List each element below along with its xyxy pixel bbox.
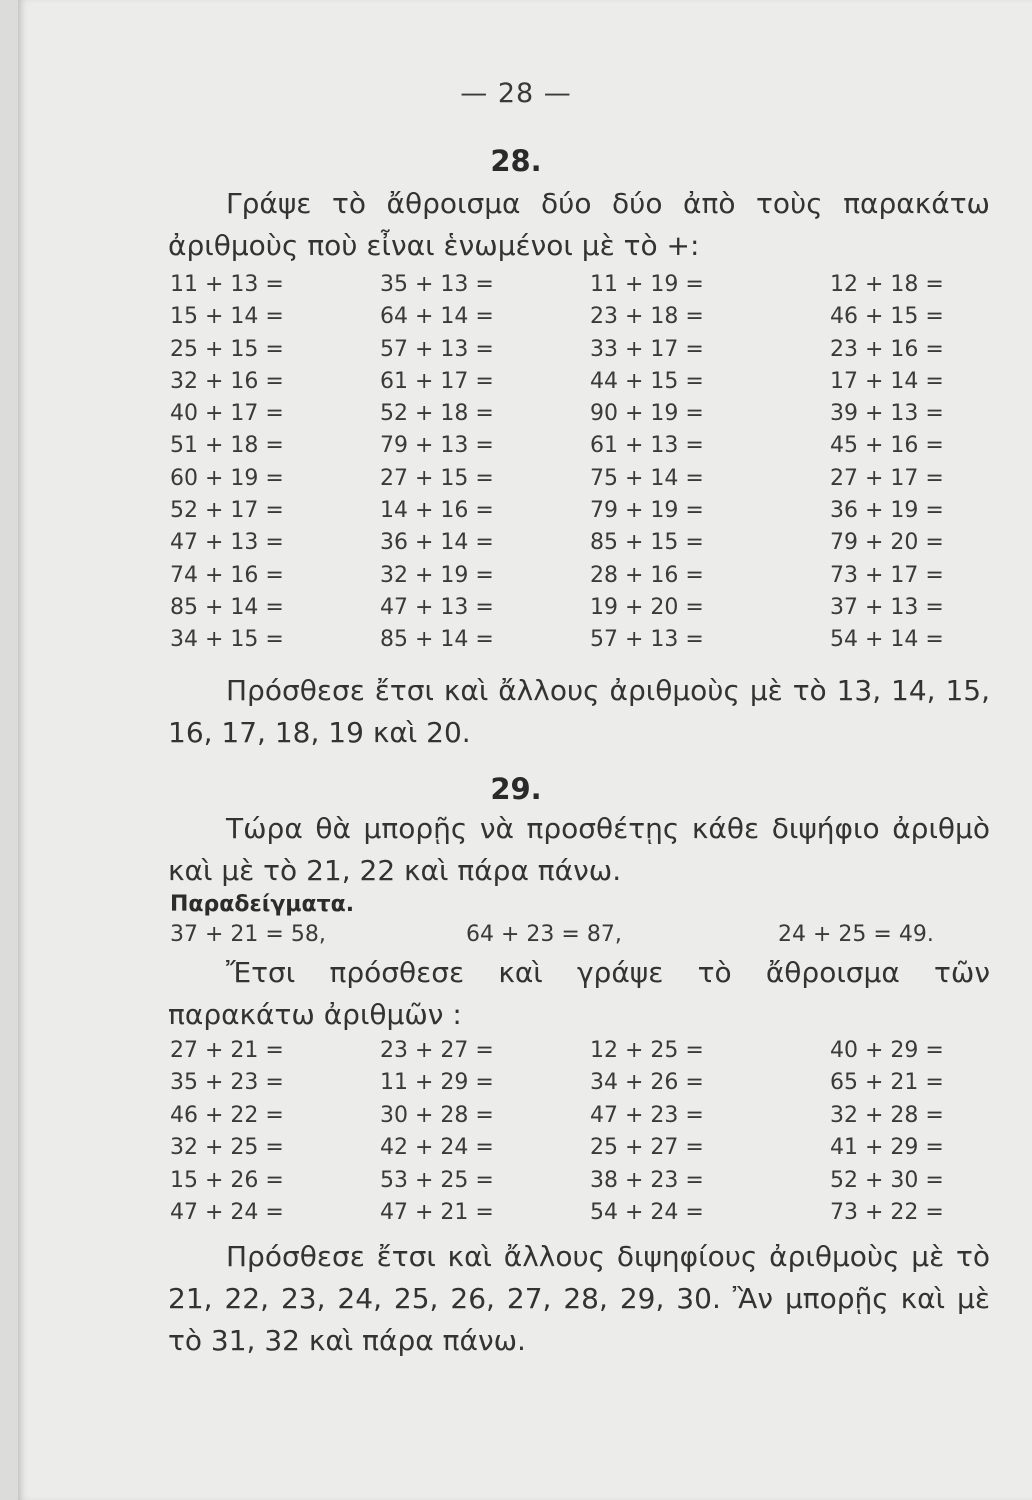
section-28-exercise: 12 + 18 = bbox=[830, 272, 944, 297]
section-29-exercise: 35 + 23 = bbox=[170, 1070, 284, 1096]
section-28-row bbox=[170, 304, 992, 336]
section-28-exercise: 52 + 18 = bbox=[380, 401, 494, 427]
section-28-heading: 28. bbox=[490, 144, 542, 178]
section-28-exercise: 27 + 15 = bbox=[380, 465, 494, 491]
section-29-exercise: 65 + 21 = bbox=[830, 1070, 944, 1096]
section-28-exercise: 61 + 17 = bbox=[380, 368, 494, 394]
section-28-instruction bbox=[168, 183, 990, 267]
section-28-row bbox=[170, 466, 992, 498]
section-29-row bbox=[170, 1070, 992, 1102]
examples-row bbox=[170, 922, 992, 952]
section-28-row bbox=[170, 563, 992, 595]
section-29-intro bbox=[168, 808, 990, 892]
section-28-row bbox=[170, 433, 992, 465]
section-29-heading: 29. bbox=[490, 772, 542, 806]
section-28-exercise: 23 + 16 = bbox=[830, 336, 944, 362]
section-28-exercise: 45 + 16 = bbox=[830, 433, 944, 459]
section-28-exercise: 85 + 15 = bbox=[590, 530, 704, 556]
section-28-row bbox=[170, 369, 992, 401]
section-28-exercise: 52 + 17 = bbox=[170, 498, 284, 524]
section-28-exercise: 25 + 15 = bbox=[170, 336, 284, 362]
section-29-exercise: 53 + 25 = bbox=[380, 1167, 494, 1193]
section-28-exercise: 32 + 19 = bbox=[380, 562, 494, 588]
page-number: — 28 — bbox=[460, 78, 572, 109]
section-28-exercise: 23 + 18 = bbox=[590, 304, 704, 330]
section-28-exercise: 46 + 15 = bbox=[830, 304, 944, 330]
section-29-exercise: 54 + 24 = bbox=[590, 1199, 704, 1225]
section-28-row bbox=[170, 627, 992, 659]
section-29-exercise: 73 + 22 = bbox=[830, 1199, 944, 1225]
section-28-exercise: 47 + 13 = bbox=[170, 530, 284, 556]
section-28-row bbox=[170, 401, 992, 433]
example-2: 64 + 23 = 87, bbox=[466, 922, 622, 947]
section-28-exercise: 36 + 19 = bbox=[830, 498, 944, 524]
section-28-exercise: 44 + 15 = bbox=[590, 368, 704, 394]
section-28-exercise: 37 + 13 = bbox=[830, 594, 944, 620]
section-28-exercise: 75 + 14 = bbox=[590, 465, 704, 491]
section-28-exercise: 61 + 13 = bbox=[590, 433, 704, 459]
example-1: 37 + 21 = 58, bbox=[170, 922, 326, 947]
section-28-closing-text: Πρόσθεσε ἔτσι καὶ ἄλλους ἀριθμοὺς μὲ τὸ 13, 14, 15, 16, 17, 18, 19 καὶ 20. bbox=[168, 674, 990, 749]
page-edge bbox=[0, 0, 18, 1500]
section-29-exercise: 46 + 22 = bbox=[170, 1102, 284, 1128]
section-28-instruction-text: Γράψε τὸ ἄθροισμα δύο δύο ἀπὸ τοὺς παρακάτω ἀριθμοὺς ποὺ εἶναι ἑνωμένοι μὲ τὸ +: bbox=[168, 187, 990, 262]
section-28-exercise: 39 + 13 = bbox=[830, 401, 944, 427]
section-28-exercise: 11 + 13 = bbox=[170, 272, 284, 297]
section-29-exercise: 25 + 27 = bbox=[590, 1135, 704, 1161]
section-28-exercise: 57 + 13 = bbox=[380, 336, 494, 362]
section-29-exercise: 12 + 25 = bbox=[590, 1038, 704, 1063]
section-28-exercise: 79 + 19 = bbox=[590, 498, 704, 524]
section-28-exercise: 33 + 17 = bbox=[590, 336, 704, 362]
section-28-exercise: 28 + 16 = bbox=[590, 562, 704, 588]
section-29-exercise: 47 + 21 = bbox=[380, 1199, 494, 1225]
section-28-exercise: 32 + 16 = bbox=[170, 368, 284, 394]
section-28-exercise: 34 + 15 = bbox=[170, 627, 284, 653]
section-28-exercise: 85 + 14 = bbox=[380, 627, 494, 653]
section-29-exercise: 40 + 29 = bbox=[830, 1038, 944, 1063]
section-29-exercise: 47 + 24 = bbox=[170, 1199, 284, 1225]
section-28-exercise: 79 + 13 = bbox=[380, 433, 494, 459]
section-28-exercise: 35 + 13 = bbox=[380, 272, 494, 297]
section-29-exercise: 30 + 28 = bbox=[380, 1102, 494, 1128]
section-28-exercise: 79 + 20 = bbox=[830, 530, 944, 556]
section-29-exercise: 41 + 29 = bbox=[830, 1135, 944, 1161]
section-28-exercise: 60 + 19 = bbox=[170, 465, 284, 491]
section-28-exercise: 15 + 14 = bbox=[170, 304, 284, 330]
section-29-row bbox=[170, 1103, 992, 1135]
section-29-exercise: 32 + 28 = bbox=[830, 1102, 944, 1128]
section-29-exercise-grid bbox=[170, 1038, 992, 1232]
section-29-instruction bbox=[168, 952, 990, 1036]
section-28-row bbox=[170, 498, 992, 530]
section-28-exercise: 54 + 14 = bbox=[830, 627, 944, 653]
section-29-row bbox=[170, 1168, 992, 1200]
section-28-exercise: 74 + 16 = bbox=[170, 562, 284, 588]
section-28-exercise: 14 + 16 = bbox=[380, 498, 494, 524]
section-28-exercise: 47 + 13 = bbox=[380, 594, 494, 620]
section-28-exercise: 11 + 19 = bbox=[590, 272, 704, 297]
section-28-exercise: 17 + 14 = bbox=[830, 368, 944, 394]
section-29-row bbox=[170, 1200, 992, 1232]
section-29-closing-text: Πρόσθεσε ἔτσι καὶ ἄλλους διψηφίους ἀριθμοὺς μὲ τὸ 21, 22, 23, 24, 25, 26, 27, 28, 29, 30. Ἂν μπορῇς καὶ μὲ τὸ 31, 32 καὶ πάρα πάνω. bbox=[168, 1240, 990, 1357]
section-29-exercise: 38 + 23 = bbox=[590, 1167, 704, 1193]
section-28-exercise: 85 + 14 = bbox=[170, 594, 284, 620]
section-29-exercise: 42 + 24 = bbox=[380, 1135, 494, 1161]
section-28-exercise: 51 + 18 = bbox=[170, 433, 284, 459]
section-28-exercise: 57 + 13 = bbox=[590, 627, 704, 653]
section-28-row bbox=[170, 595, 992, 627]
section-29-exercise: 27 + 21 = bbox=[170, 1038, 284, 1063]
section-29-exercise: 15 + 26 = bbox=[170, 1167, 284, 1193]
section-29-closing bbox=[168, 1236, 990, 1362]
section-28-exercise: 40 + 17 = bbox=[170, 401, 284, 427]
section-29-exercise: 32 + 25 = bbox=[170, 1135, 284, 1161]
section-29-row bbox=[170, 1038, 992, 1070]
section-28-row bbox=[170, 272, 992, 304]
section-28-row bbox=[170, 337, 992, 369]
section-29-exercise: 34 + 26 = bbox=[590, 1070, 704, 1096]
section-28-exercise-grid bbox=[170, 272, 992, 660]
section-29-instruction-text: Ἔτσι πρόσθεσε καὶ γράψε τὸ ἄθροισμα τῶν παρακάτω ἀριθμῶν : bbox=[168, 956, 990, 1031]
examples-heading: Παραδείγματα. bbox=[170, 892, 355, 917]
section-28-closing bbox=[168, 670, 990, 754]
section-28-exercise: 36 + 14 = bbox=[380, 530, 494, 556]
section-28-exercise: 73 + 17 = bbox=[830, 562, 944, 588]
section-28-exercise: 90 + 19 = bbox=[590, 401, 704, 427]
example-3: 24 + 25 = 49. bbox=[778, 922, 934, 947]
section-29-exercise: 11 + 29 = bbox=[380, 1070, 494, 1096]
section-28-exercise: 19 + 20 = bbox=[590, 594, 704, 620]
section-29-intro-text: Τώρα θὰ μπορῇς νὰ προσθέτῃς κάθε διψήφιο ἀριθμὸ καὶ μὲ τὸ 21, 22 καὶ πάρα πάνω. bbox=[168, 812, 990, 887]
section-29-row bbox=[170, 1135, 992, 1167]
section-28-row bbox=[170, 530, 992, 562]
section-29-exercise: 52 + 30 = bbox=[830, 1167, 944, 1193]
section-29-exercise: 47 + 23 = bbox=[590, 1102, 704, 1128]
section-28-exercise: 64 + 14 = bbox=[380, 304, 494, 330]
section-28-exercise: 27 + 17 = bbox=[830, 465, 944, 491]
section-29-exercise: 23 + 27 = bbox=[380, 1038, 494, 1063]
